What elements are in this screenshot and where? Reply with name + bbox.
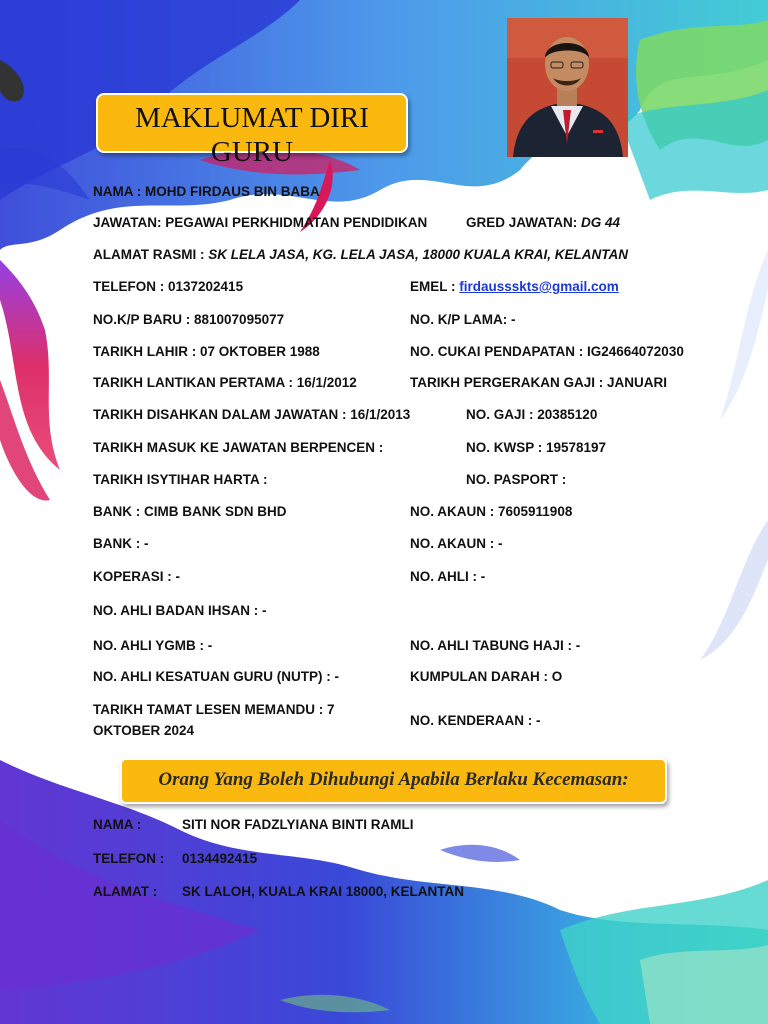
field-lesen-line-1: TARIKH TAMAT LESEN MEMANDU : 7: [93, 702, 335, 717]
emergency-telefon-value: 0134492415: [182, 851, 258, 866]
field-bank-2: BANK : -: [93, 536, 149, 551]
field-ygmb: NO. AHLI YGMB : -: [93, 638, 213, 653]
field-disahkan: TARIKH DISAHKAN DALAM JAWATAN : 16/1/2013: [93, 407, 411, 422]
field-darah: KUMPULAN DARAH : O: [410, 669, 563, 684]
field-nama: NAMA : MOHD FIRDAUS BIN BABA: [93, 184, 320, 199]
field-jawatan: JAWATAN: PEGAWAI PERKHIDMATAN PENDIDIKAN: [93, 215, 428, 230]
field-cukai: NO. CUKAI PENDAPATAN : IG24664072030: [410, 344, 684, 359]
field-gred-value: DG 44: [581, 215, 621, 230]
field-lesen-line-2: OKTOBER 2024: [93, 723, 195, 738]
field-koperasi: KOPERASI : -: [93, 569, 181, 584]
emergency-nama-value: SITI NOR FADZLYIANA BINTI RAMLI: [182, 817, 414, 832]
emergency-nama-label: NAMA :: [93, 817, 142, 832]
field-gred-label: GRED JAWATAN:: [466, 215, 582, 230]
field-tabung-haji: NO. AHLI TABUNG HAJI : -: [410, 638, 581, 653]
field-pasport: NO. PASPORT :: [466, 472, 567, 487]
page-title: MAKLUMAT DIRI GURU: [135, 102, 369, 168]
field-bank-1: BANK : CIMB BANK SDN BHD: [93, 504, 287, 519]
field-pergerakan-gaji: TARIKH PERGERAKAN GAJI : JANUARI: [410, 375, 668, 390]
field-alamat: [93, 246, 628, 264]
field-akaun-1: NO. AKAUN : 7605911908: [410, 504, 573, 519]
field-alamat-value: SK LELA JASA, KG. LELA JASA, 18000 KUALA KRAI, KELANTAN: [208, 247, 629, 262]
field-gred: [466, 214, 620, 232]
field-akaun-2: NO. AKAUN : -: [410, 536, 503, 551]
field-berpencen: TARIKH MASUK KE JAWATAN BERPENCEN :: [93, 440, 384, 455]
field-emel-label: EMEL :: [410, 279, 460, 294]
field-kp-baru: NO.K/P BARU : 881007095077: [93, 312, 285, 327]
field-kenderaan: NO. KENDERAAN : -: [410, 713, 541, 728]
emergency-telefon-label: TELEFON :: [93, 851, 165, 866]
field-telefon: TELEFON : 0137202415: [93, 279, 244, 294]
field-no-ahli: NO. AHLI : -: [410, 569, 486, 584]
emergency-alamat-value: SK LALOH, KUALA KRAI 18000, KELANTAN: [182, 884, 465, 899]
profile-photo: [507, 18, 628, 157]
field-lantikan: TARIKH LANTIKAN PERTAMA : 16/1/2012: [93, 375, 357, 390]
field-isytihar: TARIKH ISYTIHAR HARTA :: [93, 472, 268, 487]
person-portrait-icon: [507, 18, 628, 157]
field-nutp: NO. AHLI KESATUAN GURU (NUTP) : -: [93, 669, 339, 684]
field-emel: [410, 278, 619, 296]
emergency-alamat-label: ALAMAT :: [93, 884, 158, 899]
field-no-gaji: NO. GAJI : 20385120: [466, 407, 598, 422]
field-kwsp: NO. KWSP : 19578197: [466, 440, 607, 455]
email-link[interactable]: firdaussskts@gmail.com: [459, 279, 619, 294]
emergency-heading: Orang Yang Boleh Dihubungi Apabila Berlaku Kecemasan:: [158, 769, 629, 790]
field-badan-ihsan: NO. AHLI BADAN IHSAN : -: [93, 603, 267, 618]
field-kp-lama: NO. K/P LAMA: -: [410, 312, 516, 327]
field-alamat-label: ALAMAT RASMI :: [93, 247, 209, 262]
field-tarikh-lahir: TARIKH LAHIR : 07 OKTOBER 1988: [93, 344, 320, 359]
